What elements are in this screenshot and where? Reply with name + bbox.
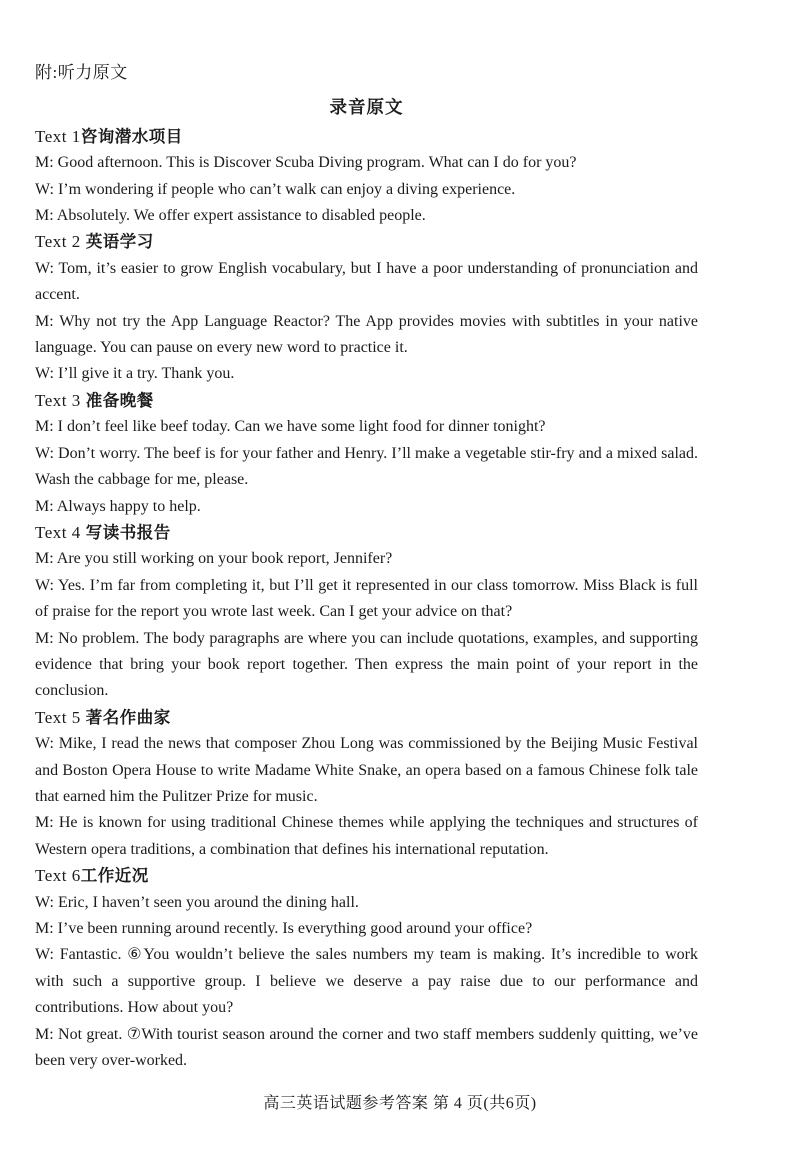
section-topic: 写读书报告	[80, 523, 171, 542]
section-heading	[35, 520, 698, 546]
transcript-section	[35, 388, 698, 520]
dialogue-paragraph: W: Yes. I’m far from completing it, but I’ll get it represented in our class tomorrow. Miss Black is full of praise for the report you wrote last week. Can I get your advice on that?	[35, 576, 698, 621]
section-heading	[35, 863, 698, 889]
transcript-content	[35, 0, 698, 1074]
section-label: Text 2	[35, 232, 81, 252]
section-heading	[35, 705, 698, 731]
dialogue-paragraph: M: Absolutely. We offer expert assistance to disabled people.	[35, 207, 426, 225]
dialogue-paragraph: W: Tom, it’s easier to grow English vocabulary, but I have a poor understanding of pronunciation and accent.	[35, 259, 698, 304]
section-topic: 英语学习	[80, 233, 154, 252]
section-label: Text 6	[35, 866, 81, 886]
dialogue-paragraph: W: Eric, I haven’t seen you around the dining hall.	[35, 893, 359, 911]
dialogue-paragraph: M: No problem. The body paragraphs are where you can include quotations, examples, and supporting evidence that bring your book report together. Then express the main point of your report in the conclusion.	[35, 629, 698, 700]
dialogue-paragraph: M: Are you still working on your book report, Jennifer?	[35, 550, 393, 568]
dialogue-paragraph: M: I’ve been running around recently. Is everything good around your office?	[35, 920, 533, 937]
dialogue-paragraph: M: Good afternoon. This is Discover Scuba Diving program. What can I do for you?	[35, 154, 577, 172]
dialogue-paragraph: W: Fantastic. ⑥You wouldn’t believe the sales numbers my team is making. It’s incredible to work with such a supportive group. I believe we deserve a pay raise due to our performance and contributions. How about you?	[35, 946, 698, 1017]
transcript-sections	[35, 124, 698, 1075]
dialogue-paragraph: M: Why not try the App Language Reactor? The App provides movies with subtitles in your native language. You can pause on every new word to practice it.	[35, 312, 698, 357]
dialogue-paragraph: M: Not great. ⑦With tourist season around the corner and two staff members suddenly quitting, we’ve been very over-worked.	[35, 1025, 698, 1070]
dialogue-paragraph: M: I don’t feel like beef today. Can we have some light food for dinner tonight?	[35, 418, 546, 436]
dialogue-paragraph: W: I’m wondering if people who can’t walk can enjoy a diving experience.	[35, 180, 516, 198]
section-heading	[35, 388, 698, 414]
section-label: Text 5	[35, 707, 81, 727]
attachment-note: 附:听力原文	[35, 63, 128, 82]
section-label: Text 3	[35, 390, 81, 410]
transcript-section	[35, 863, 698, 1074]
dialogue-paragraph: W: Don’t worry. The beef is for your father and Henry. I’ll make a vegetable stir-fry and a mixed salad. Wash the cabbage for me, please.	[35, 444, 698, 489]
section-label: Text 4	[35, 522, 81, 542]
section-topic: 准备晚餐	[80, 391, 154, 410]
section-topic: 工作近况	[80, 867, 149, 886]
transcript-section	[35, 124, 698, 230]
dialogue-paragraph: M: Always happy to help.	[35, 497, 201, 515]
transcript-section	[35, 229, 698, 387]
section-label: Text 1	[35, 126, 81, 146]
transcript-section	[35, 705, 698, 863]
dialogue-paragraph: W: I’ll give it a try. Thank you.	[35, 365, 235, 383]
transcript-section	[35, 520, 698, 705]
page-footer: 高三英语试题参考答案 第 4 页(共6页)	[263, 1095, 537, 1112]
document-title: 录音原文	[329, 97, 404, 118]
section-topic: 咨询潜水项目	[80, 127, 183, 146]
section-heading	[35, 229, 698, 255]
section-topic: 著名作曲家	[80, 708, 171, 727]
dialogue-paragraph: M: He is known for using traditional Chinese themes while applying the techniques and structures of Western opera traditions, a combination that defines his international reputation.	[35, 814, 698, 858]
section-heading	[35, 124, 698, 150]
dialogue-paragraph: W: Mike, I read the news that composer Zhou Long was commissioned by the Beijing Music Festival and Boston Opera House to write Madame White Snake, an opera based on a famous Chinese folk tale that earned him the Pulitzer Prize for music.	[35, 735, 698, 805]
